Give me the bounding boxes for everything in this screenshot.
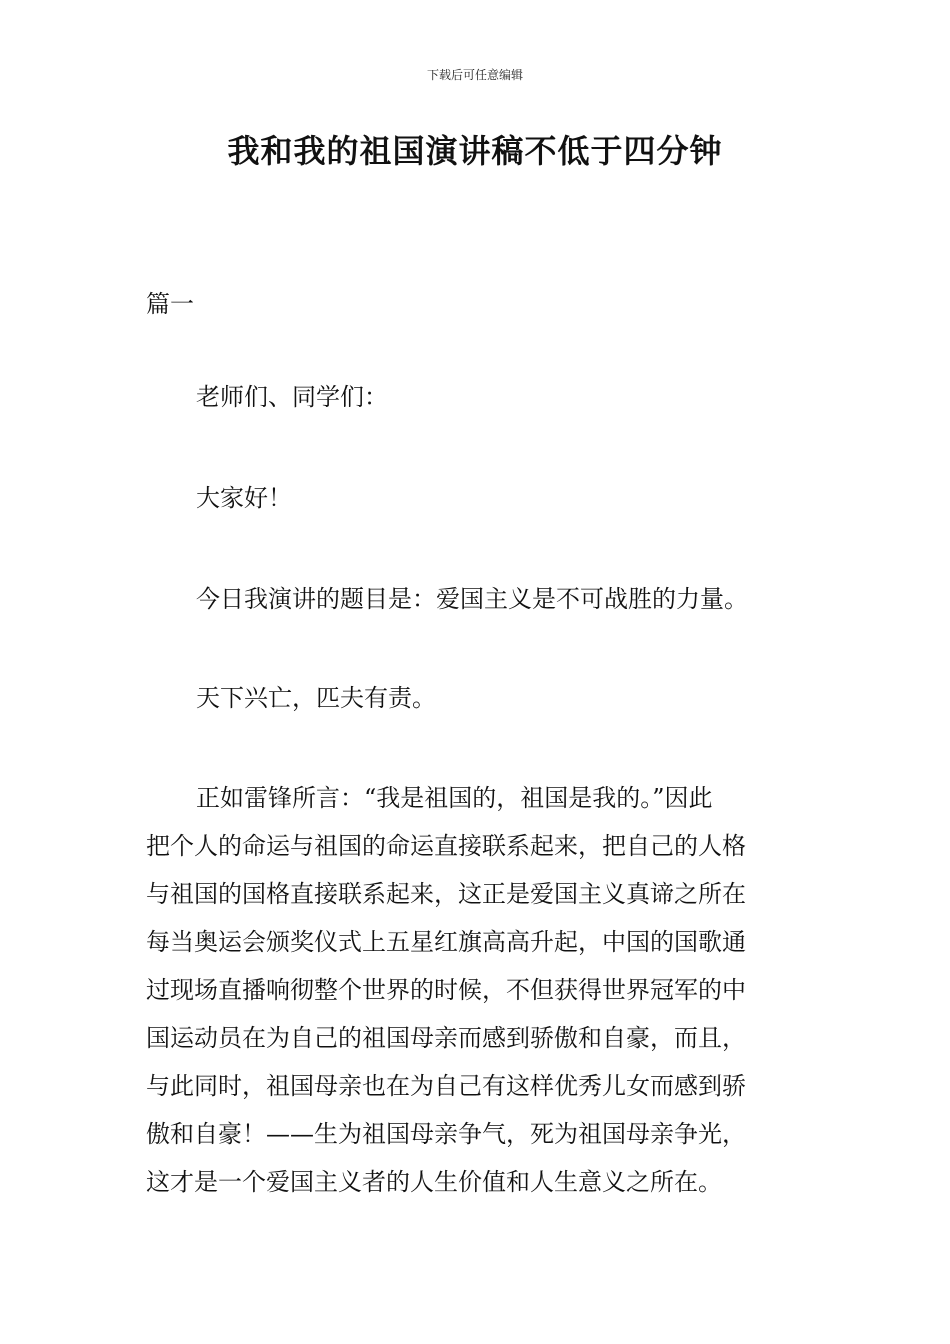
document-title: 我和我的祖国演讲稿不低于四分钟 [227,132,723,170]
body-line: 傲和自豪！——生为祖国母亲争气，死为祖国母亲争光， [146,1120,746,1148]
body-line: 这才是一个爱国主义者的人生价值和人生意义之所在。 [146,1168,722,1196]
body-line: 与祖国的国格直接联系起来，这正是爱国主义真谛之所在 [146,880,746,908]
paragraph-hello: 大家好！ [196,484,292,512]
body-line: 过现场直播响彻整个世界的时候，不但获得世界冠军的中 [146,976,746,1004]
body-line: 国运动员在为自己的祖国母亲而感到骄傲和自豪，而且， [146,1024,746,1052]
header-note: 下载后可任意编辑 [426,68,523,82]
section-label: 篇一 [146,290,194,318]
body-line: 每当奥运会颁奖仪式上五星红旗高高升起，中国的国歌通 [146,928,746,956]
paragraph-greeting: 老师们、同学们： [196,383,388,411]
paragraph-proverb: 天下兴亡，匹夫有责。 [196,684,436,712]
paragraph-body [146,774,816,1206]
paragraph-topic: 今日我演讲的题目是：爱国主义是不可战胜的力量。 [196,585,748,613]
body-line: 把个人的命运与祖国的命运直接联系起来，把自己的人格 [146,832,746,860]
body-line: 与此同时，祖国母亲也在为自己有这样优秀儿女而感到骄 [146,1072,746,1100]
body-line: 正如雷锋所言：“我是祖国的，祖国是我的。”因此 [196,784,713,812]
